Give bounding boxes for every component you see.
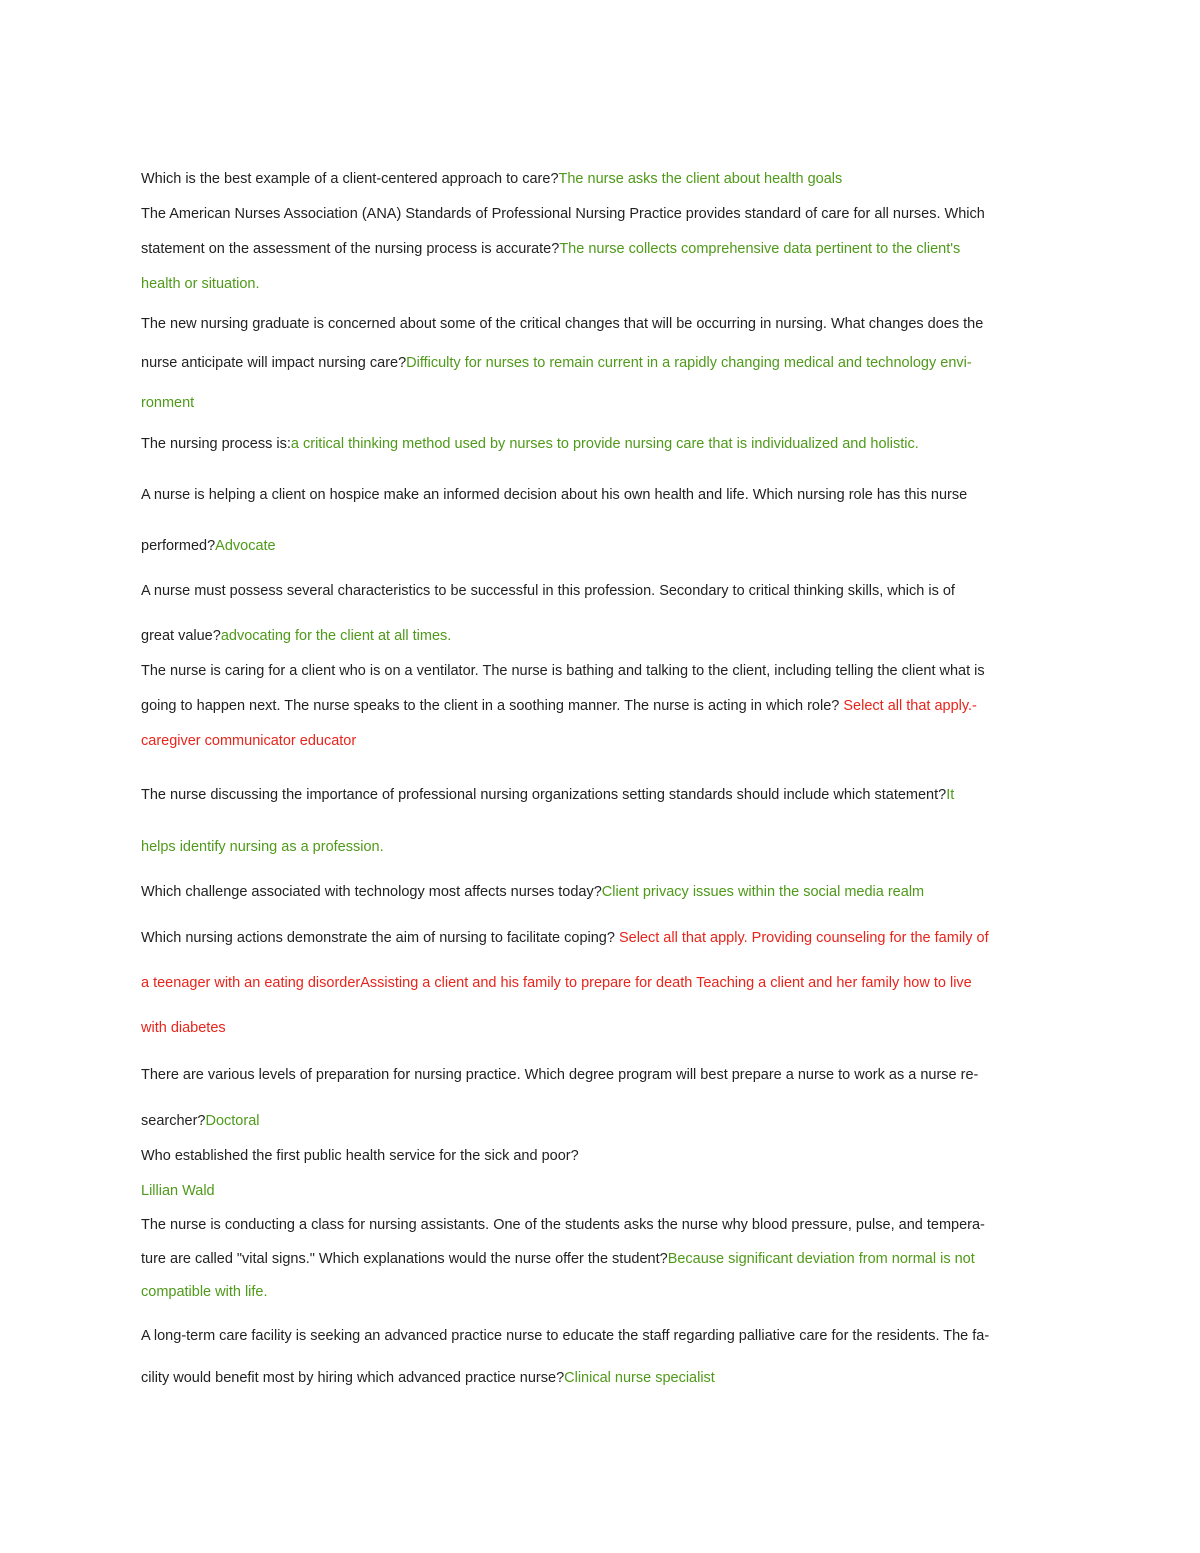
answer-text: Lillian Wald bbox=[141, 1183, 215, 1199]
text-line bbox=[141, 486, 967, 504]
question-text: Which challenge associated with technology most affects nurses today? bbox=[141, 884, 602, 900]
text-line bbox=[141, 732, 356, 750]
text-line bbox=[141, 1066, 978, 1084]
question-text: statement on the assessment of the nursing process is accurate? bbox=[141, 241, 560, 257]
question-text: ture are called "vital signs." Which explanations would the nurse offer the student? bbox=[141, 1251, 668, 1267]
answer-text: ronment bbox=[141, 395, 195, 411]
text-line bbox=[141, 170, 842, 188]
question-text: going to happen next. The nurse speaks to the client in a soothing manner. The nurse is acting in which role? bbox=[141, 698, 844, 714]
question-text: Who established the first public health service for the sick and poor? bbox=[141, 1148, 579, 1164]
question-text: The nursing process is: bbox=[141, 436, 291, 452]
question-text: A nurse is helping a client on hospice make an informed decision about his own health and life. Which nursing role has this nurse bbox=[141, 487, 968, 503]
text-line bbox=[141, 1250, 975, 1268]
text-line bbox=[141, 883, 924, 901]
question-text: performed? bbox=[141, 538, 216, 554]
text-line bbox=[141, 838, 384, 856]
text-line bbox=[141, 1019, 226, 1037]
answer-text: It bbox=[946, 787, 955, 803]
text-line bbox=[141, 240, 960, 258]
text-line bbox=[141, 662, 985, 680]
answer-text: Advocate bbox=[215, 538, 276, 554]
text-line bbox=[141, 275, 260, 293]
question-text: The nurse discussing the importance of professional nursing organizations setting standards should include which statement? bbox=[141, 787, 947, 803]
answer-text: helps identify nursing as a profession. bbox=[141, 839, 384, 855]
answer-text: health or situation. bbox=[141, 276, 260, 292]
answer-text: Clinical nurse specialist bbox=[564, 1370, 715, 1386]
question-text: A nurse must possess several characteristics to be successful in this profession. Secondary to critical thinking skills, which is of bbox=[141, 583, 955, 599]
text-line bbox=[141, 929, 989, 947]
answer-text: The nurse collects comprehensive data pertinent to the client's bbox=[559, 241, 961, 257]
question-text: There are various levels of preparation for nursing practice. Which degree program will best prepare a nurse to work as a nurse re- bbox=[141, 1067, 979, 1083]
text-line bbox=[141, 315, 983, 333]
question-text: The nurse is conducting a class for nursing assistants. One of the students asks the nurse why blood pressure, pulse, and tempera- bbox=[141, 1217, 985, 1233]
answer-text: Doctoral bbox=[205, 1113, 260, 1129]
text-line bbox=[141, 974, 972, 992]
question-text: The nurse is caring for a client who is on a ventilator. The nurse is bathing and talking to the client, including telling the client what is bbox=[141, 663, 985, 679]
text-line bbox=[141, 1182, 215, 1200]
answer-text: a teenager with an eating disorderAssisting a client and his family to prepare for death Teaching a client and her family how to live bbox=[141, 975, 972, 991]
text-line bbox=[141, 537, 276, 555]
text-line bbox=[141, 697, 977, 715]
question-text: The new nursing graduate is concerned about some of the critical changes that will be occurring in nursing. What changes does the bbox=[141, 316, 984, 332]
answer-text: Because significant deviation from normal is not bbox=[667, 1251, 975, 1267]
question-text: Which nursing actions demonstrate the aim of nursing to facilitate coping? bbox=[141, 930, 619, 946]
text-line bbox=[141, 205, 985, 223]
text-line bbox=[141, 1216, 985, 1234]
text-line bbox=[141, 582, 955, 600]
question-text: The American Nurses Association (ANA) Standards of Professional Nursing Practice provides standard of care for all nurses. Which bbox=[141, 206, 985, 222]
question-text: great value? bbox=[141, 628, 221, 644]
text-line bbox=[141, 1147, 579, 1165]
question-text: searcher? bbox=[141, 1113, 206, 1129]
answer-text: caregiver communicator educator bbox=[141, 733, 357, 749]
answer-text: Select all that apply.- bbox=[843, 698, 977, 714]
answer-text: The nurse asks the client about health goals bbox=[558, 171, 843, 187]
text-line bbox=[141, 1112, 259, 1130]
answer-text: Difficulty for nurses to remain current in a rapidly changing medical and technology envi- bbox=[406, 355, 972, 371]
text-line bbox=[141, 627, 451, 645]
question-text: Which is the best example of a client-centered approach to care? bbox=[141, 171, 559, 187]
answer-text: Client privacy issues within the social media realm bbox=[601, 884, 925, 900]
question-text: A long-term care facility is seeking an advanced practice nurse to educate the staff regarding palliative care for the residents. The fa- bbox=[141, 1328, 990, 1344]
text-line bbox=[141, 394, 194, 412]
question-text: cility would benefit most by hiring which advanced practice nurse? bbox=[141, 1370, 565, 1386]
answer-text: compatible with life. bbox=[141, 1284, 268, 1300]
question-text: nurse anticipate will impact nursing care? bbox=[141, 355, 407, 371]
answer-text: a critical thinking method used by nurses to provide nursing care that is individualized and holistic. bbox=[290, 436, 919, 452]
text-line bbox=[141, 354, 972, 372]
text-line bbox=[141, 786, 954, 804]
text-line bbox=[141, 1327, 989, 1345]
answer-text: Select all that apply. Providing counseling for the family of bbox=[618, 930, 989, 946]
text-line bbox=[141, 435, 919, 453]
text-line bbox=[141, 1283, 268, 1301]
answer-text: advocating for the client at all times. bbox=[220, 628, 452, 644]
text-line bbox=[141, 1369, 715, 1387]
answer-text: with diabetes bbox=[141, 1020, 226, 1036]
